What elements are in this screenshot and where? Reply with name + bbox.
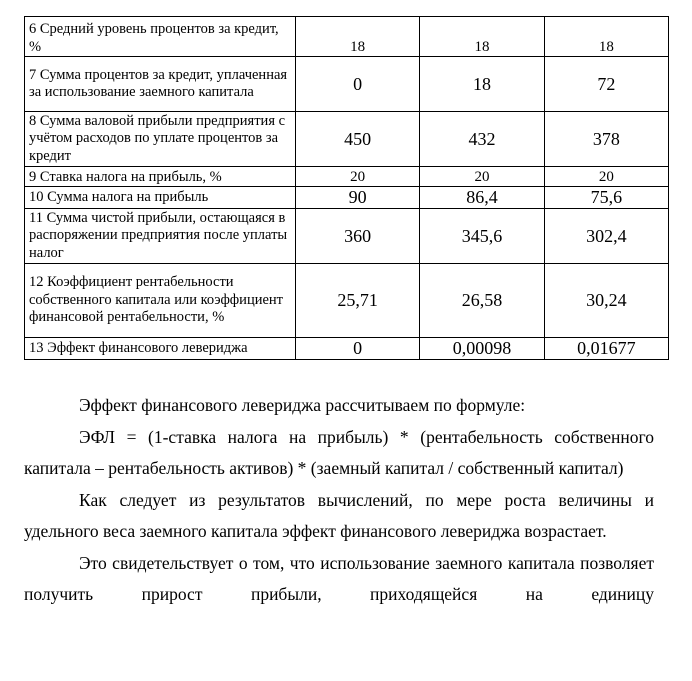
table-row — [25, 209, 669, 264]
row-label: 12 Коэффициент рентабельности собственного капитала или коэффициент финансовой рентабельности, % — [25, 264, 296, 338]
row-label: 8 Сумма валовой прибыли предприятия с учётом расходов по уплате процентов за кредит — [25, 112, 296, 167]
row-value: 18 — [296, 17, 420, 57]
paragraph: Это свидетельствует о том, что использование заемного капитала позволяет получить прирост прибыли, приходящейся на единицу — [24, 552, 654, 604]
table-row — [25, 264, 669, 338]
paragraph: Эффект финансового левериджа рассчитываем по формуле: — [79, 395, 526, 415]
row-label: 9 Ставка налога на прибыль, % — [25, 167, 296, 187]
row-value: 0,00098 — [420, 338, 544, 360]
row-value: 302,4 — [544, 209, 668, 264]
row-label: 7 Сумма процентов за кредит, уплаченная за использование заемного капитала — [25, 57, 296, 112]
row-value: 30,24 — [544, 264, 668, 338]
paragraph: Как следует из результатов вычислений, по мере роста величины и удельного веса заемного капитала эффект финансового левериджа возрастает. — [24, 489, 654, 541]
row-value: 0,01677 — [544, 338, 668, 360]
row-value: 360 — [296, 209, 420, 264]
row-value: 18 — [420, 17, 544, 57]
table-row — [25, 338, 669, 360]
row-value: 75,6 — [544, 187, 668, 209]
financial-leverage-table — [24, 16, 669, 360]
formula-paragraph: ЭФЛ = (1-ставка налога на прибыль) * (рентабельность собственного капитала – рентабельность активов) * (заемный капитал / собственный капитал) — [24, 426, 654, 478]
row-value: 20 — [296, 167, 420, 187]
row-label: 13 Эффект финансового левериджа — [25, 338, 296, 360]
row-value: 72 — [544, 57, 668, 112]
row-value: 450 — [296, 112, 420, 167]
row-label: 10 Сумма налога на прибыль — [25, 187, 296, 209]
body-text — [24, 390, 654, 611]
row-value: 378 — [544, 112, 668, 167]
row-value: 20 — [544, 167, 668, 187]
row-value: 90 — [296, 187, 420, 209]
row-label: 6 Средний уровень процентов за кредит, % — [25, 17, 296, 57]
row-value: 26,58 — [420, 264, 544, 338]
row-value: 345,6 — [420, 209, 544, 264]
row-value: 18 — [544, 17, 668, 57]
row-value: 18 — [420, 57, 544, 112]
table-row — [25, 17, 669, 57]
table-row — [25, 112, 669, 167]
table-row — [25, 57, 669, 112]
row-value: 0 — [296, 57, 420, 112]
table-row — [25, 167, 669, 187]
row-value: 20 — [420, 167, 544, 187]
row-value: 0 — [296, 338, 420, 360]
row-value: 25,71 — [296, 264, 420, 338]
row-label: 11 Сумма чистой прибыли, остающаяся в распоряжении предприятия после уплаты налог — [25, 209, 296, 264]
row-value: 432 — [420, 112, 544, 167]
row-value: 86,4 — [420, 187, 544, 209]
table-row — [25, 187, 669, 209]
